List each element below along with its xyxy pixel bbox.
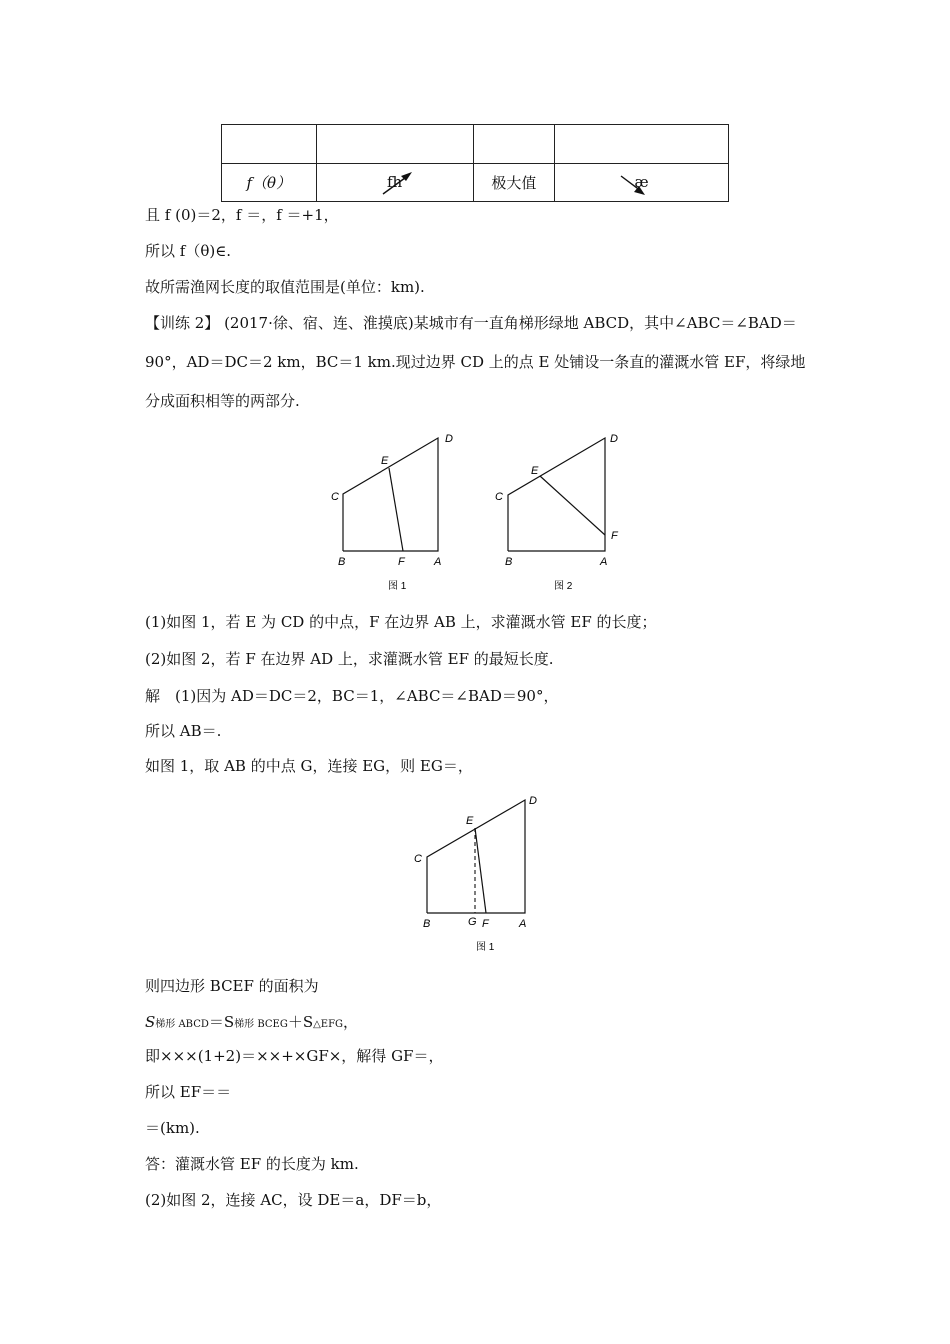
text-line: 且 f (0)＝2，f ＝，f ＝+1，	[145, 206, 339, 224]
label-e: E	[381, 455, 389, 467]
figure-1	[328, 428, 468, 597]
text-line-formula	[145, 1012, 358, 1035]
label-c: C	[414, 853, 422, 865]
label-e: E	[466, 815, 474, 827]
text-line: 90°，AD＝DC＝2 km，BC＝1 km.现过边界 CD 上的点 E 处铺设一条直的灌溉水管 EF，将绿地	[145, 353, 806, 371]
table-cell-decreasing	[555, 163, 729, 202]
label-d: D	[445, 433, 453, 445]
text-line: 所以 f（θ)∈.	[145, 242, 232, 260]
label-b: B	[423, 918, 431, 930]
formula-end: ，	[343, 1013, 359, 1031]
table-cell	[316, 125, 473, 164]
table-cell	[222, 125, 317, 164]
figure-3	[410, 788, 560, 962]
table-cell-max: 极大值	[473, 163, 555, 202]
text-line: 如图 1，取 AB 的中点 G，连接 EG，则 EG＝，	[145, 757, 473, 775]
label-e: E	[531, 465, 539, 477]
label-a: A	[519, 918, 527, 930]
label-a: A	[434, 556, 442, 568]
text-line: 答：灌溉水管 EF 的长度为 km.	[145, 1155, 359, 1173]
table-cell	[555, 125, 729, 164]
figure-caption: 图 2	[554, 581, 573, 592]
label-a: A	[600, 556, 608, 568]
label-c: C	[495, 491, 503, 503]
label-c: C	[331, 491, 339, 503]
text-line: 【训练 2】 (2017·徐、宿、连、淮摸底)某城市有一直角梯形绿地 ABCD，其中∠ABC＝∠BAD＝	[145, 314, 797, 332]
table-cell-label: f（θ）	[222, 163, 317, 202]
text-line: 故所需渔网长度的取值范围是(单位：km).	[145, 278, 425, 296]
formula-plus: ＋S	[287, 1013, 314, 1031]
formula-s: S	[145, 1013, 156, 1031]
figure-2	[493, 428, 633, 597]
text-line: (2)如图 2，若 F 在边界 AD 上，求灌溉水管 EF 的最短长度.	[145, 650, 554, 668]
label-f: F	[482, 918, 489, 930]
label-f: F	[611, 530, 618, 542]
trapezoid-figure-3	[410, 788, 560, 958]
text-line: ＝(km).	[145, 1119, 200, 1137]
increasing-text: fh	[386, 173, 403, 192]
value-table	[221, 124, 729, 202]
text-line: (2)如图 2，连接 AC，设 DE＝a，DF＝b，	[145, 1191, 442, 1209]
label-d: D	[529, 795, 537, 807]
formula-sub: △EFG	[313, 1019, 344, 1030]
label-f: F	[398, 556, 405, 568]
figure-caption: 图 1	[476, 942, 495, 953]
trapezoid-figure-2	[493, 428, 633, 593]
figure-caption: 图 1	[388, 581, 407, 592]
text-line: 则四边形 BCEF 的面积为	[145, 977, 319, 995]
label-d: D	[610, 433, 618, 445]
text-line: 解 (1)因为 AD＝DC＝2，BC＝1，∠ABC＝∠BAD＝90°，	[145, 687, 559, 705]
table-row	[222, 125, 729, 164]
text-line: 即×××(1+2)＝××+×GF×，解得 GF＝，	[145, 1047, 444, 1065]
table-row	[222, 163, 729, 202]
text-line: (1)如图 1，若 E 为 CD 的中点，F 在边界 AB 上，求灌溉水管 EF 的长度；	[145, 613, 657, 631]
table-cell	[473, 125, 555, 164]
label-g: G	[468, 916, 477, 928]
label-b: B	[505, 556, 513, 568]
formula-eq: ＝S	[208, 1013, 235, 1031]
trapezoid-figure-1	[328, 428, 468, 593]
label-b: B	[338, 556, 346, 568]
decreasing-text: æ	[634, 173, 649, 192]
text-line: 分成面积相等的两部分.	[145, 392, 300, 410]
text-line: 所以 AB＝.	[145, 722, 222, 740]
formula-sub: 梯形 ABCD	[155, 1019, 209, 1030]
formula-sub: 梯形 BCEG	[234, 1019, 288, 1030]
table-cell-increasing	[316, 163, 473, 202]
text-line: 所以 EF＝＝	[145, 1083, 232, 1101]
